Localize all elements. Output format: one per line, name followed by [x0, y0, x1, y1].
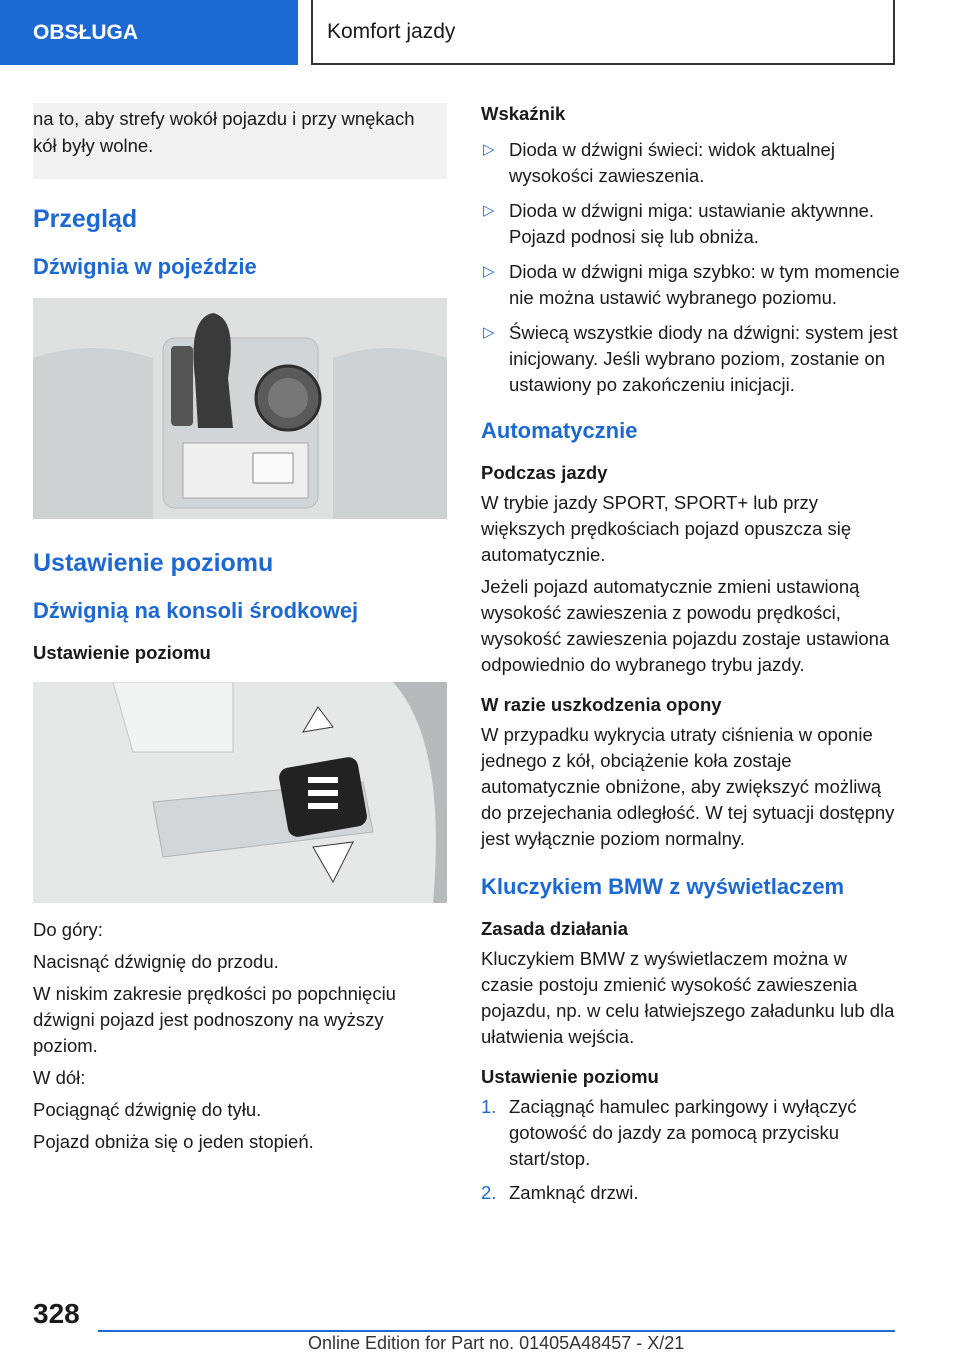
heading-automatic: Automatycznie	[481, 418, 638, 443]
section-tab	[0, 0, 298, 65]
level-instructions	[33, 917, 447, 1155]
heading-lever-console: Dźwignią na konsoli środkowej	[33, 598, 359, 623]
note-box	[33, 103, 447, 179]
right-column	[481, 103, 901, 1214]
triangle-bullet-icon: ▷	[483, 263, 495, 280]
paragraph: W przypadku wykrycia utraty ciśnienia w oponie jednego z kół, obciążenie koła zostaje automatycznie obniżone, aby zwiększyć możliwą do przejechania odległość. W tej sytuacji dostępny jest wyłącznie poziom normalny.	[481, 724, 895, 849]
footer-divider	[98, 1330, 895, 1332]
footer-edition: Online Edition for Part no. 01405A48457 - X/21	[308, 1333, 685, 1353]
heading-level-setting: Ustawienie poziomu	[33, 549, 274, 577]
heading-lever-in-vehicle: Dźwignia w pojeździe	[33, 254, 257, 279]
heading-overview: Przegląd	[33, 205, 138, 233]
paragraph: Pojazd obniża się o jeden stopień.	[33, 1131, 314, 1152]
left-column	[33, 103, 447, 1161]
lever-photo	[33, 682, 447, 903]
list-item: 1. Zaciągnąć hamulec parkingowy i wyłączyć gotowość do jazdy za pomocą przycisku start/stop.	[481, 1096, 857, 1169]
section-label: OBSŁUGA	[33, 20, 138, 44]
page-number: 328	[33, 1298, 80, 1329]
list-item: ▷ Dioda w dźwigni miga szybko: w tym momencie nie można ustawić wybranego poziomu.	[483, 261, 900, 308]
paragraph: Do góry:	[33, 919, 103, 940]
subheading-driving: Podczas jazdy	[481, 462, 608, 483]
paragraph: Nacisnąć dźwignię do przodu.	[33, 951, 279, 972]
paragraph: Kluczykiem BMW z wyświetlaczem można w czasie postoju zmienić wysokość zawieszenia pojazdu, np. w celu łatwiejszego załadunku lub dla ułatwienia wejścia.	[481, 948, 895, 1047]
subheading-level-setting-key: Ustawienie poziomu	[481, 1066, 659, 1087]
level-lever-illustration	[33, 682, 447, 903]
list-item: 2. Zamknąć drzwi.	[481, 1180, 901, 1206]
subheading-principle: Zasada działania	[481, 918, 629, 939]
indicator-list	[481, 137, 901, 398]
step-number: 1.	[481, 1096, 497, 1117]
triangle-bullet-icon: ▷	[483, 202, 495, 219]
chapter-title-text: Komfort jazdy	[327, 19, 456, 43]
console-photo	[33, 298, 447, 519]
list-item: ▷ Dioda w dźwigni miga: ustawianie aktywnne. Pojazd podnosi się lub obniża.	[483, 200, 875, 247]
triangle-bullet-icon: ▷	[483, 141, 495, 158]
paragraph: W trybie jazdy SPORT, SPORT+ lub przy większych prędkościach pojazd opuszcza się automatycznie.	[481, 492, 852, 565]
note-text: na to, aby strefy wokół pojazdu i przy wnękach kół były wolne.	[33, 108, 415, 156]
subheading-indicator: Wskaźnik	[481, 103, 566, 124]
paragraph: W dół:	[33, 1067, 86, 1088]
steps-list	[481, 1094, 901, 1206]
paragraph: Jeżeli pojazd automatycznie zmieni ustawioną wysokość zawieszenia z powodu prędkości, wysokość zawieszenia pojazdu zostaje ustawiona odpowiednio do wybranego trybu jazdy.	[481, 576, 890, 675]
list-item: ▷ Świecą wszystkie diody na dźwigni: system jest inicjowany. Jeśli wybrano poziom, zostanie on ustawiony po zakończeniu inicjacji.	[483, 322, 898, 395]
chapter-title	[311, 0, 895, 65]
list-item: ▷ Dioda w dźwigni świeci: widok aktualnej wysokości zawieszenia.	[483, 139, 835, 186]
subheading-tire-damage: W razie uszkodzenia opony	[481, 694, 722, 715]
step-number: 2.	[481, 1182, 497, 1203]
paragraph: W niskim zakresie prędkości po popchnięciu dźwigni pojazd jest podnoszony na wyższy poziom.	[33, 983, 396, 1056]
heading-key-display: Kluczykiem BMW z wyświetlaczem	[481, 874, 845, 899]
subheading-level-setting: Ustawienie poziomu	[33, 642, 211, 663]
triangle-bullet-icon: ▷	[483, 324, 495, 341]
center-console-illustration	[33, 298, 447, 519]
paragraph: Pociągnąć dźwignię do tyłu.	[33, 1099, 262, 1120]
